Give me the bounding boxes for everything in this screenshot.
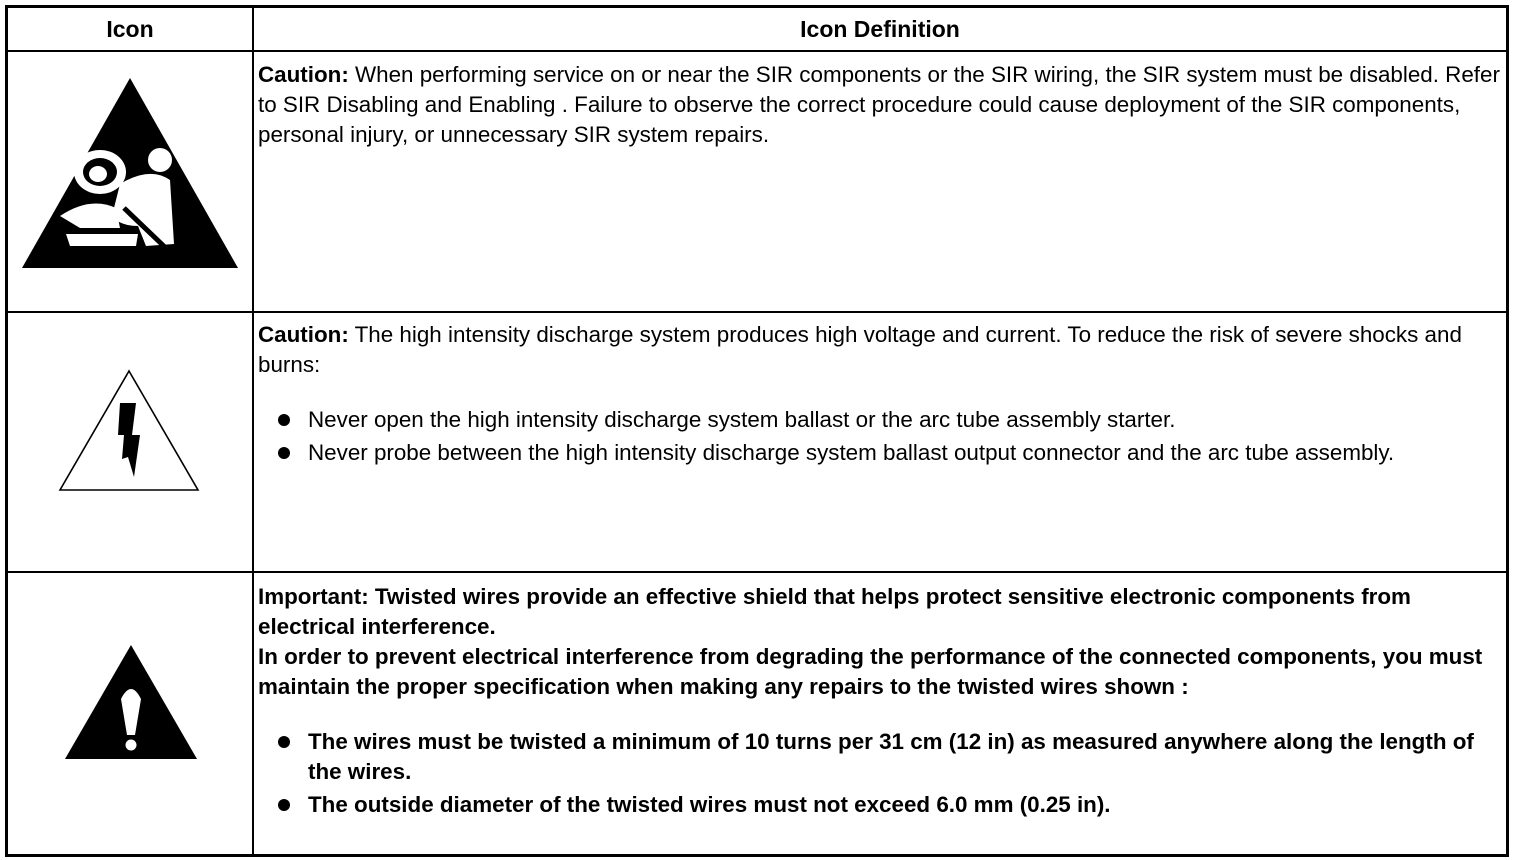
icon-definition-table <box>5 5 1509 857</box>
list-item: The outside diameter of the twisted wires must not exceed 6.0 mm (0.25 in). <box>258 790 1503 820</box>
list-item: The wires must be twisted a minimum of 10 turns per 31 cm (12 in) as measured anywhere along the length of the wires. <box>258 727 1503 787</box>
important-twisted-wires-text: Important: Twisted wires provide an effective shield that helps protect sensitive electronic components from electrical interference. <box>258 584 1411 639</box>
twisted-wires-bullet-list <box>258 727 1503 820</box>
table-row-1-definition <box>258 60 1503 150</box>
list-item: Never probe between the high intensity discharge system ballast output connector and the arc tube assembly. <box>258 438 1503 468</box>
table-row-3-definition <box>258 582 1503 820</box>
airbag-warning-icon <box>20 76 240 270</box>
hid-bullet-list <box>258 405 1503 468</box>
exclamation-warning-icon <box>63 643 199 761</box>
header-icon: Icon <box>106 16 154 42</box>
table-row-2-definition <box>258 320 1503 468</box>
high-voltage-warning-icon <box>58 369 200 493</box>
caution-sir-text: Caution: When performing service on or near the SIR components or the SIR wiring, the SIR system must be disabled. Refer to SIR Disabling and Enabling . Failure to observe the correct procedure could cause deployment of the SIR components, personal injury, or unnecessary SIR system repairs. <box>258 62 1500 147</box>
table-row-2-icon-cell <box>8 313 252 571</box>
column-divider <box>252 8 254 854</box>
table-row-3-icon-cell <box>8 573 252 854</box>
table-row-1-icon-cell <box>8 52 252 311</box>
header-icon-definition: Icon Definition <box>800 16 960 42</box>
twisted-wires-spec-text: In order to prevent electrical interference from degrading the performance of the connected components, you must maintain the proper specification when making any repairs to the twisted wires shown : <box>258 644 1483 699</box>
list-item: Never open the high intensity discharge system ballast or the arc tube assembly starter. <box>258 405 1503 435</box>
caution-hid-text: Caution: The high intensity discharge system produces high voltage and current. To reduce the risk of severe shocks and burns: <box>258 322 1462 377</box>
